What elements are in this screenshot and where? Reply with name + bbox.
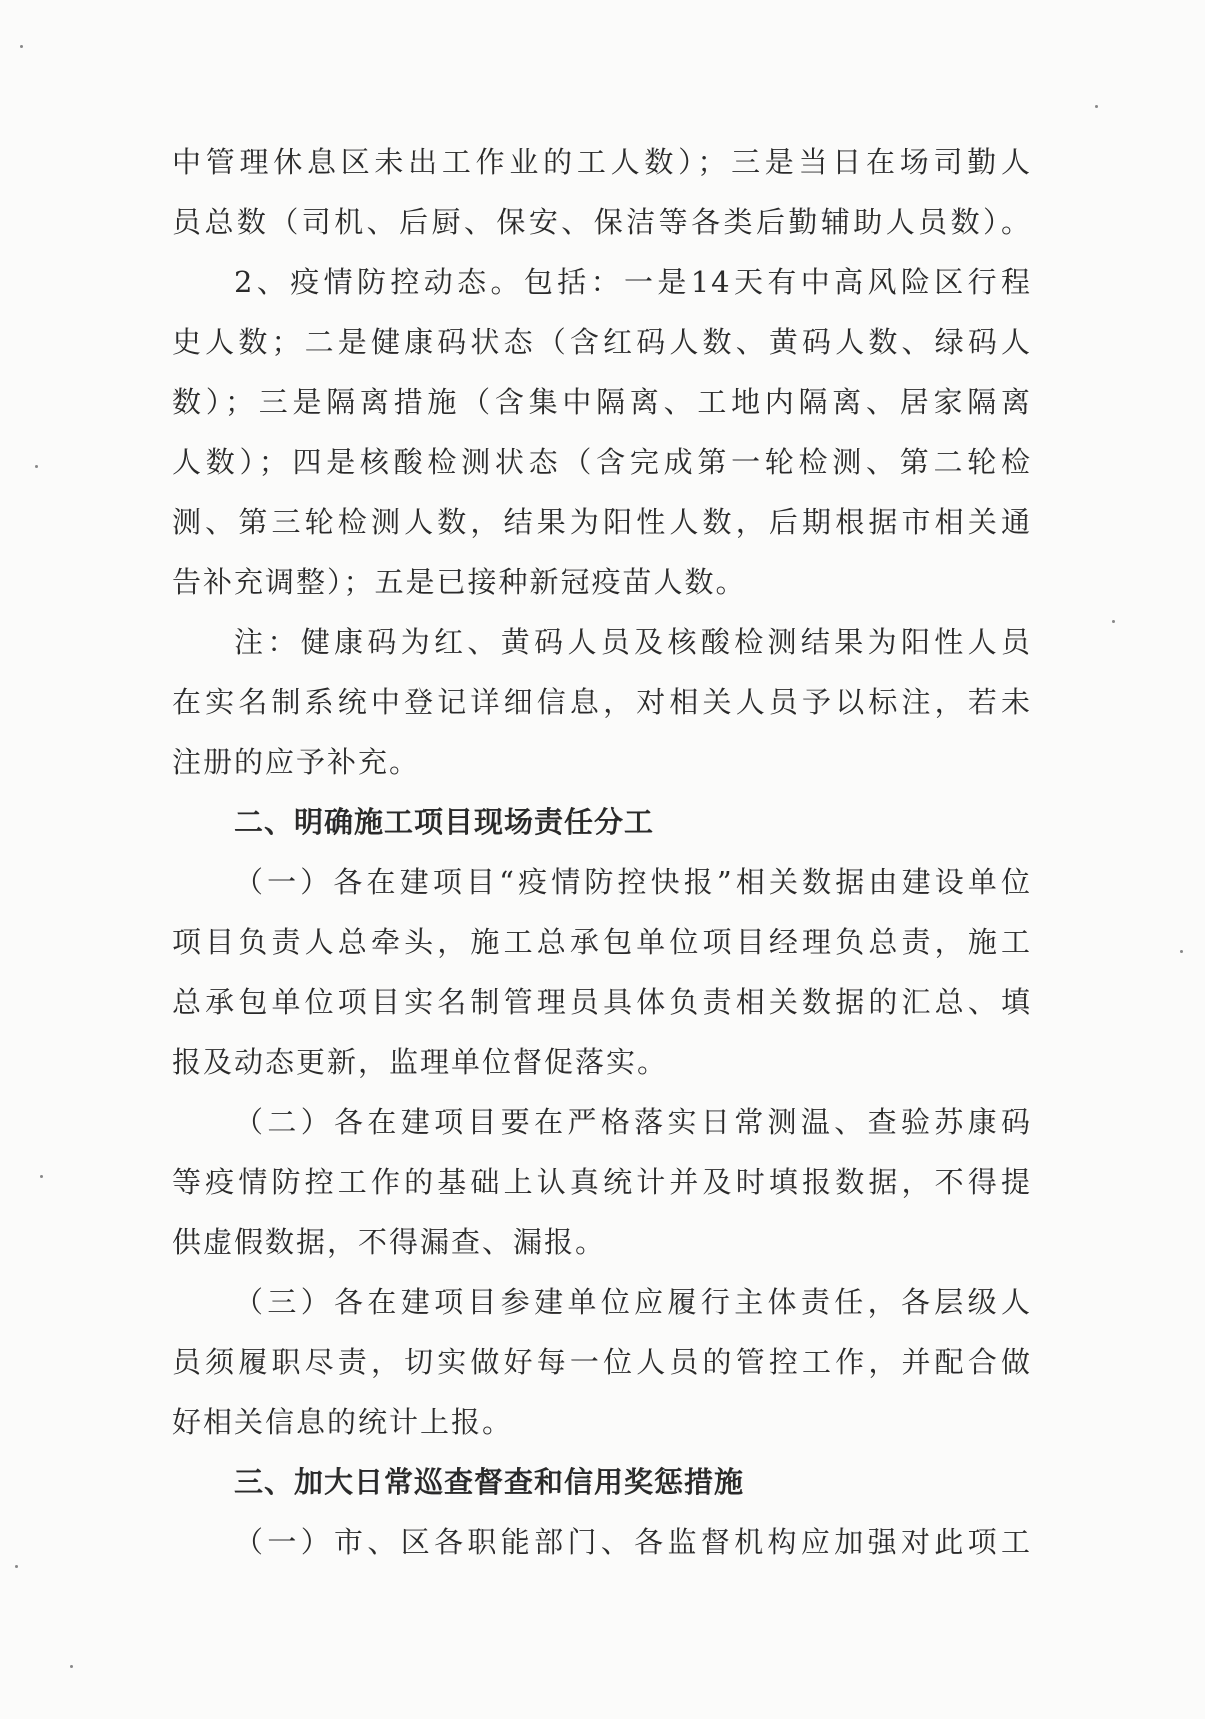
paragraph-line: 员总数（司机、后厨、保安、保洁等各类后勤辅助人员数）。 <box>172 205 1032 239</box>
scan-speck <box>40 1175 43 1178</box>
section-heading: 三、加大日常巡查督查和信用奖惩措施 <box>234 1465 745 1499</box>
paragraph-line: 项目负责人总牵头，施工总承包单位项目经理负总责，施工 <box>172 925 1032 959</box>
paragraph-line: 告补充调整）；五是已接种新冠疫苗人数。 <box>172 565 747 599</box>
paragraph-line: 好相关信息的统计上报。 <box>172 1405 514 1439</box>
paragraph-line: 注册的应予补充。 <box>172 745 421 779</box>
paragraph-line: 注：健康码为红、黄码人员及核酸检测结果为阳性人员 <box>234 625 1032 659</box>
paragraph-line: 史人数；二是健康码状态（含红码人数、黄码人数、绿码人 <box>172 325 1032 359</box>
paragraph-line: 人数）；四是核酸检测状态（含完成第一轮检测、第二轮检 <box>172 445 1032 479</box>
paragraph-line: 测、第三轮检测人数，结果为阳性人数，后期根据市相关通 <box>172 505 1032 539</box>
scan-speck <box>20 45 23 48</box>
scan-speck <box>15 1565 18 1568</box>
paragraph-line: 报及动态更新，监理单位督促落实。 <box>172 1045 669 1079</box>
scan-speck <box>1112 620 1115 623</box>
paragraph-line: （二）各在建项目要在严格落实日常测温、查验苏康码 <box>234 1105 1032 1139</box>
paragraph-line: （一）市、区各职能部门、各监督机构应加强对此项工 <box>234 1525 1032 1559</box>
paragraph-line: （一）各在建项目“疫情防控快报”相关数据由建设单位 <box>234 865 1032 899</box>
paragraph-line: 员须履职尽责，切实做好每一位人员的管控工作，并配合做 <box>172 1345 1032 1379</box>
scan-speck <box>35 465 38 468</box>
paragraph-line: 供虚假数据，不得漏查、漏报。 <box>172 1225 607 1259</box>
body-text <box>172 132 1032 1572</box>
paragraph-line: （三）各在建项目参建单位应履行主体责任，各层级人 <box>234 1285 1032 1319</box>
paragraph-line: 2、疫情防控动态。包括：一是14天有中高风险区行程 <box>234 265 1032 299</box>
paragraph-line: 总承包单位项目实名制管理员具体负责相关数据的汇总、填 <box>172 985 1032 1019</box>
scan-speck <box>70 1665 73 1668</box>
section-heading: 二、明确施工项目现场责任分工 <box>234 805 655 839</box>
paragraph-line: 在实名制系统中登记详细信息，对相关人员予以标注，若未 <box>172 685 1032 719</box>
paragraph-line: 数）；三是隔离措施（含集中隔离、工地内隔离、居家隔离 <box>172 385 1032 419</box>
paragraph-line: 中管理休息区未出工作业的工人数）；三是当日在场司勤人 <box>172 145 1032 179</box>
paragraph-line: 等疫情防控工作的基础上认真统计并及时填报数据，不得提 <box>172 1165 1032 1199</box>
scan-speck <box>1180 950 1183 953</box>
scan-speck <box>1095 105 1098 108</box>
